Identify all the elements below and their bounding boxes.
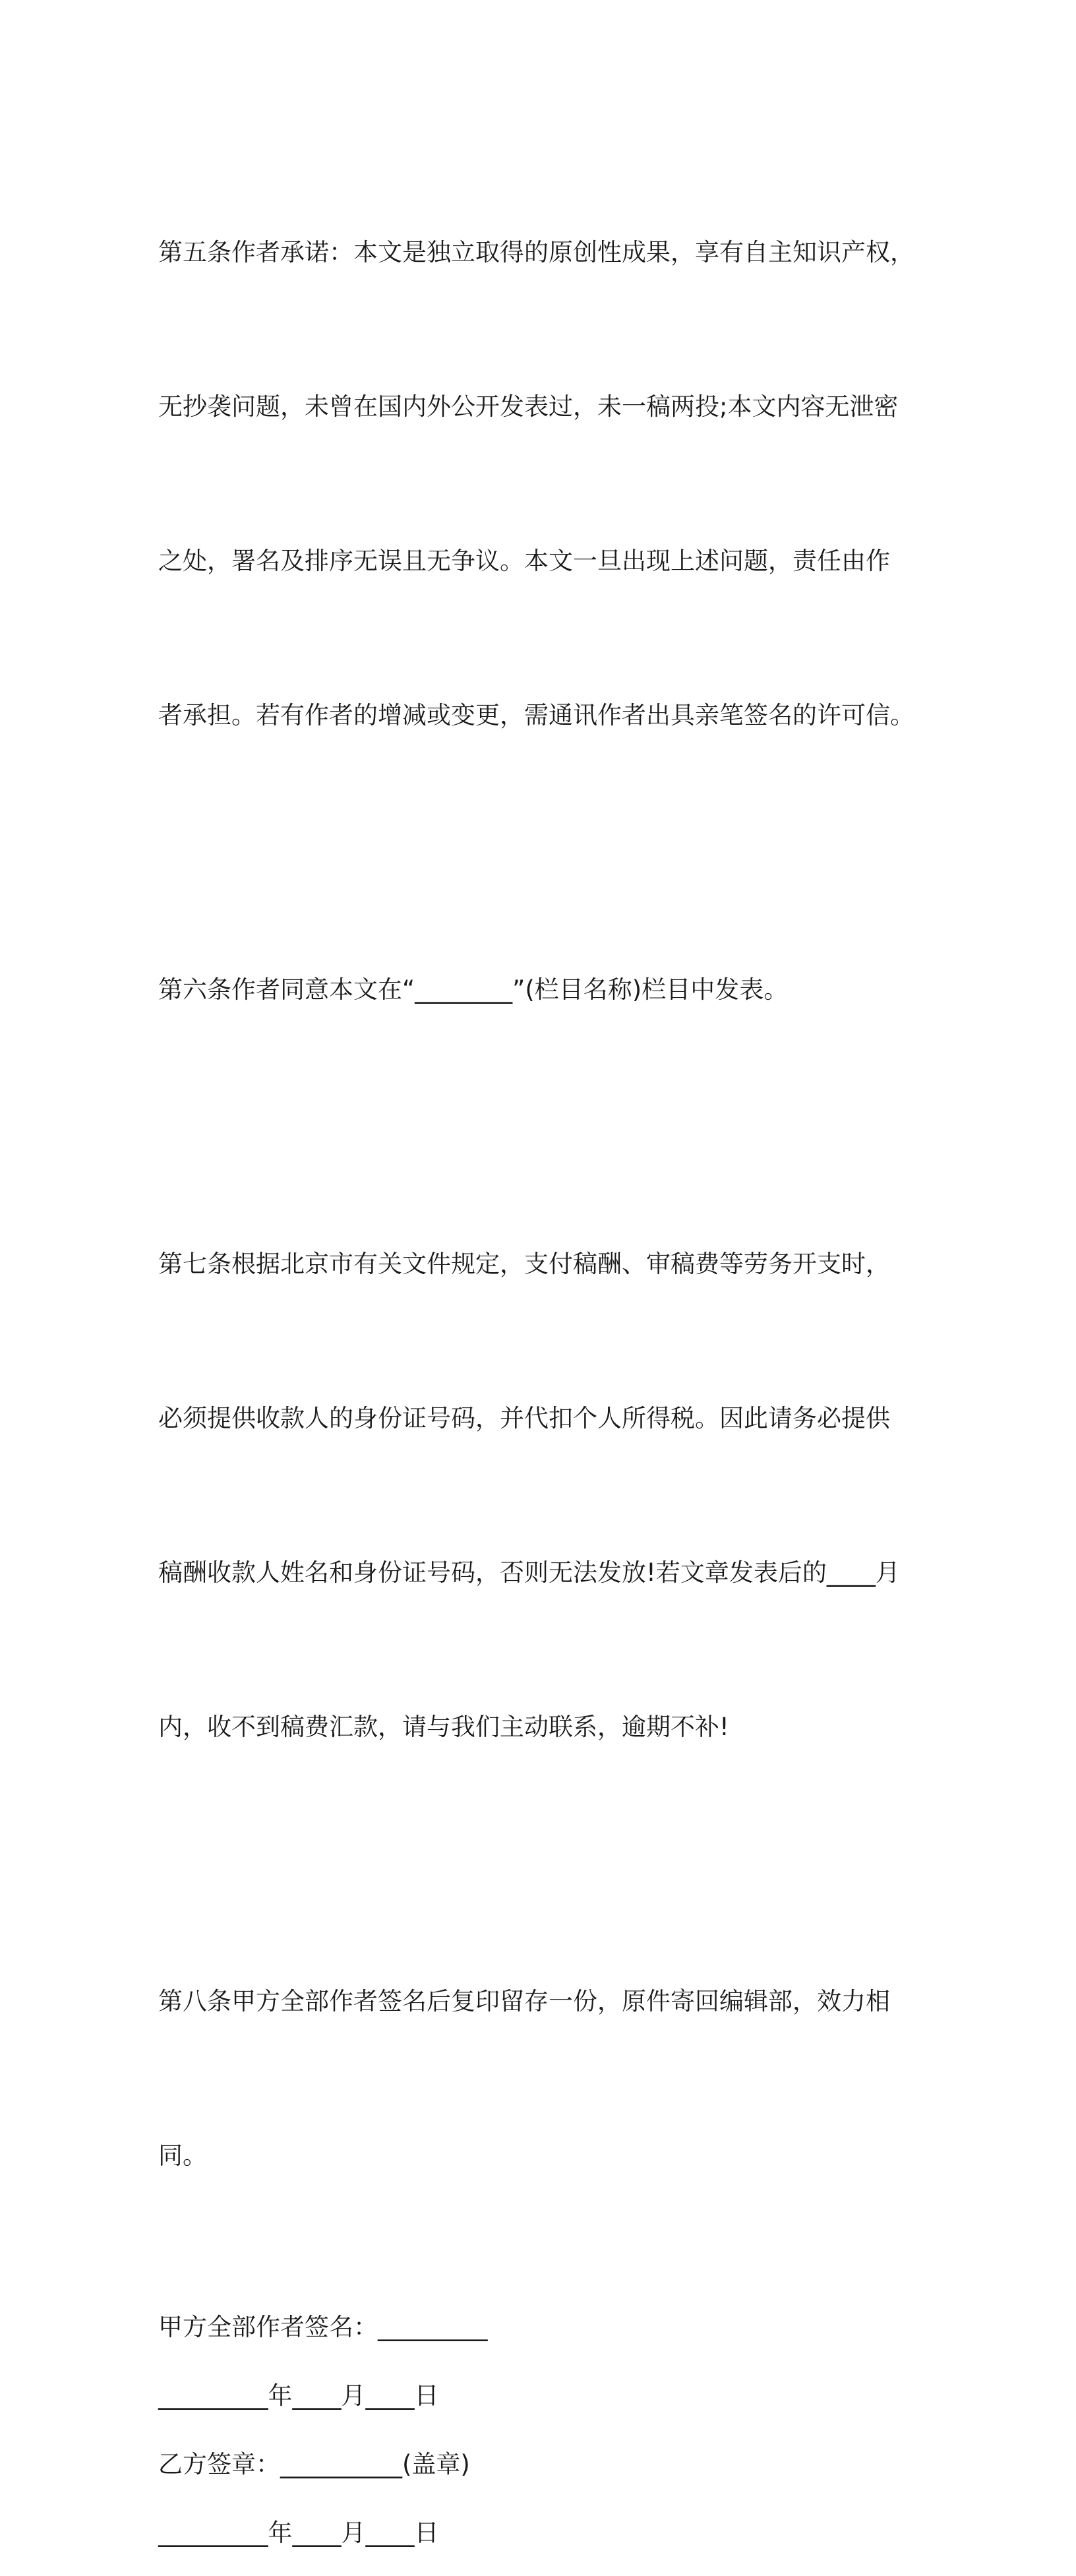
article-6 bbox=[158, 861, 916, 1119]
party-b-date-field: _________年____月____日 bbox=[158, 2519, 439, 2547]
article-5-line: 第五条作者承诺：本文是独立取得的原创性成果，享有自主知识产权， bbox=[158, 238, 914, 266]
party-b-seal-field: 乙方签章：__________(盖章) bbox=[158, 2450, 470, 2478]
article-5-line: 者承担。若有作者的增减或变更，需通讯作者出具亲笔签名的许可信。 bbox=[158, 701, 914, 729]
article-7-line: 内，收不到稿费汇款，请与我们主动联系，逾期不补! bbox=[158, 1713, 729, 1741]
article-7-line: 必须提供收款人的身份证号码，并代扣个人所得税。因此请务必提供 bbox=[158, 1404, 890, 1432]
party-a-signature-field: 甲方全部作者签名：_________ bbox=[158, 2313, 488, 2341]
article-5-line: 之处，署名及排序无误且无争议。本文一旦出现上述问题，责任由作 bbox=[158, 547, 890, 575]
article-8-line: 同。 bbox=[158, 2141, 207, 2170]
article-8-line: 第八条甲方全部作者签名后复印留存一份，原件寄回编辑部，效力相 bbox=[158, 1987, 890, 2015]
article-7-line: 第七条根据北京市有关文件规定，支付稿酬、审稿费等劳务开支时， bbox=[158, 1250, 890, 1278]
article-6-line: 第六条作者同意本文在“________”(栏目名称)栏目中发表。 bbox=[158, 975, 789, 1004]
article-5-line: 无抄袭问题，未曾在国内外公开发表过，未一稿两投;本文内容无泄密 bbox=[158, 392, 899, 421]
article-8 bbox=[158, 1873, 916, 2285]
article-7-line: 稿酬收款人姓名和身份证号码，否则无法发放!若文章发表后的____月 bbox=[158, 1558, 900, 1587]
document-body bbox=[158, 124, 916, 2576]
article-5 bbox=[158, 124, 916, 844]
article-7 bbox=[158, 1136, 916, 1856]
party-a-date-field: _________年____月____日 bbox=[158, 2381, 439, 2410]
